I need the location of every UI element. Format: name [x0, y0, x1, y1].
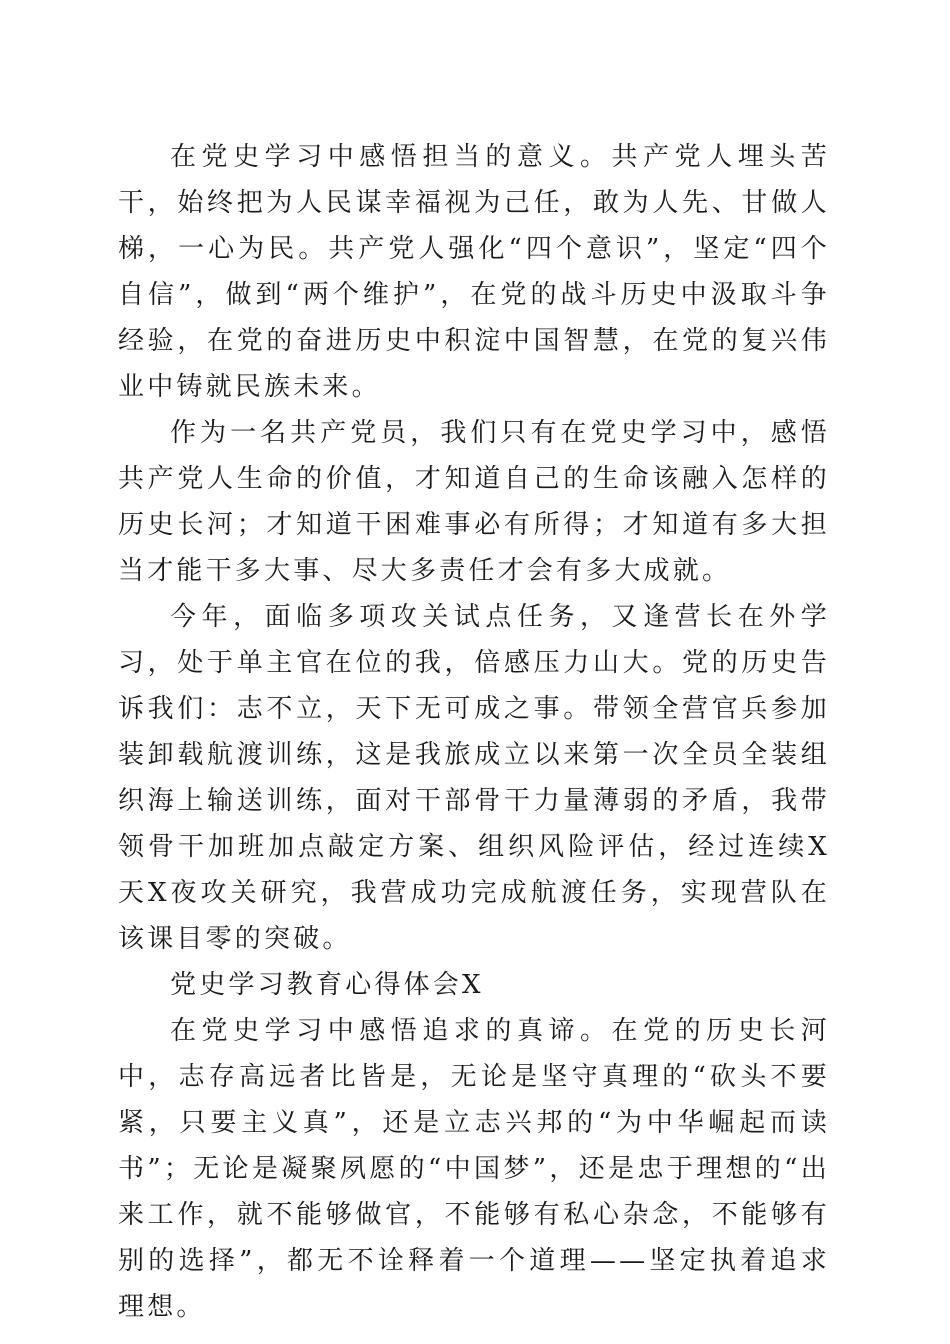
document-body	[118, 134, 830, 1330]
paragraph-responsibility: 在党史学习中感悟担当的意义。共产党人埋头苦干，始终把为人民谋幸福视为己任，敢为人先、甘做人梯，一心为民。共产党人强化“四个意识”，坚定“四个自信”，做到“两个维护”，在党的战斗历史中汲取斗争经验，在党的奋进历史中积淀中国智慧，在党的复兴伟业中铸就民族未来。	[118, 142, 830, 402]
paragraph-party-member: 作为一名共产党员，我们只有在党史学习中，感悟共产党人生命的价值，才知道自己的生命该融入怎样的历史长河；才知道干困难事必有所得；才知道有多大担当才能干多大事、尽大多责任才会有多大成就。	[118, 418, 830, 586]
section-heading: 党史学习教育心得体会X	[170, 970, 484, 1000]
paragraph-pursuit: 在党史学习中感悟追求的真谛。在党的历史长河中，志存高远者比皆是，无论是坚守真理的“砍头不要紧，只要主义真”，还是立志兴邦的“为中华崛起而读书”；无论是凝聚夙愿的“中国梦”，还是忠于理想的“出来工作，就不能够做官，不能够有私心杂念，不能够有别的选择”，都无不诠释着一个道理——坚定执着追求理想。	[118, 1016, 830, 1322]
paragraph-this-year: 今年，面临多项攻关试点任务，又逢营长在外学习，处于单主官在位的我，倍感压力山大。党的历史告诉我们：志不立，天下无可成之事。带领全营官兵参加装卸载航渡训练，这是我旅成立以来第一次全员全装组织海上输送训练，面对干部骨干力量薄弱的矛盾，我带领骨干加班加点敲定方案、组织风险评估，经过连续X天X夜攻关研究，我营成功完成航渡任务，实现营队在该课目零的突破。	[118, 602, 830, 954]
